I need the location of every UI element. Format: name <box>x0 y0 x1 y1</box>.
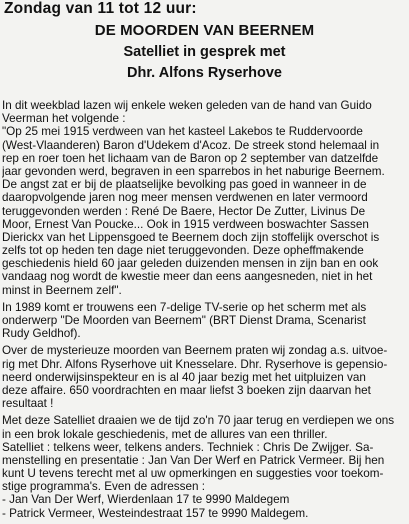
text-line: (West-Vlaanderen) Baron d'Udekem d'Acoz. De streek stond helemaal in <box>2 138 380 152</box>
paragraph-interview <box>2 344 406 410</box>
text-line: "Op 25 mei 1915 verdween van het kasteel Lakebos te Ruddervoorde <box>2 125 363 139</box>
article-body <box>2 99 406 520</box>
text-line: Satelliet : telkens weer, telkens anders. Techniek : Chris De Zwijger. Sa- <box>2 440 374 454</box>
text-line: neerd onderwijsinspekteur en is al 40 jaar bezig met het uitpluizen van <box>2 370 366 384</box>
text-line: Rudy Geldhof). <box>2 327 81 341</box>
text-line: Moor, Ernest Van Poucke... Ook in 1915 verdween boswachter Sassen <box>2 217 369 231</box>
text-line: in een brok lokale geschiedenis, met de allures van een thriller. <box>2 427 328 441</box>
text-line: teruggevonden werden : René De Baere, Hector De Zutter, Livinus De <box>2 204 366 218</box>
text-line: rig met Dhr. Alfons Ryserhove uit Knesselare. Dhr. Ryserhove is gepensio- <box>2 357 388 371</box>
address-line: - Patrick Vermeer, Westeindestraat 157 te 9990 Maldegem. <box>2 506 309 520</box>
text-line: jaar gevonden werd, begraven in een sparrebos in het naburige Beernem. <box>2 164 385 178</box>
text-line: In dit weekblad lazen wij enkele weken geleden van de hand van Guido <box>2 99 372 112</box>
text-line: Over de mysterieuze moorden van Beernem praten wij zondag a.s. uitvoe- <box>2 344 388 358</box>
text-line: Met deze Satelliet draaien we de tijd zo'n 70 jaar terug en verdiepen we ons <box>2 414 395 428</box>
guest-name: Dhr. Alfons Ryserhove <box>127 65 282 81</box>
text-line: minst in Beernem zelf". <box>2 283 122 297</box>
broadcast-time-heading: Zondag van 11 tot 12 uur: <box>4 0 197 17</box>
text-line: vandaag nog wordt de kwestie meer dan eens aangesneden, niet in het <box>2 270 373 284</box>
text-line: rep en roer toen het lichaam van de Baron op 2 september van datzelfde <box>2 151 379 165</box>
text-line: zelfs tot op heden ten dage niet teruggevonden. Deze opheffmakende <box>2 244 364 258</box>
text-line: Dierickx van het Lippensgoed te Beernem doch zijn stoffelijk overschot is <box>2 230 380 244</box>
article-subtitle: Satelliet in gesprek met <box>123 44 286 60</box>
text-line: deze affaire. 650 voordrachten en maar liefst 3 boeken zijn daarvan het <box>2 383 371 397</box>
paragraph-tv-series <box>2 301 406 341</box>
text-line: Veerman het volgende : <box>2 112 126 126</box>
text-line: kunt U tevens terecht met al uw opmerkingen en suggesties voor toekom- <box>2 467 384 481</box>
paragraph-intro <box>2 99 406 297</box>
paragraph-credits <box>2 414 406 520</box>
text-line: daaropvolgende jaren nog meer mensen verdwenen en later vermoord <box>2 191 368 205</box>
text-line: menstelling en presentatie : Jan Van Der Werf en Patrick Vermeer. Bij hen <box>2 453 385 467</box>
text-line: De angst zat er bij de plaatselijke bevolking pas goed in wanneer in de <box>2 178 367 192</box>
address-line: - Jan Van Der Werf, Wierdenlaan 17 te 9990 Maldegem <box>2 493 290 507</box>
article-title: DE MOORDEN VAN BEERNEM <box>94 22 315 39</box>
text-line: In 1989 komt er trouwens een 7-delige TV-serie op het scherm met als <box>2 300 367 314</box>
text-line: onderwerp "De Moorden van Beernem" (BRT Dienst Drama, Scenarist <box>2 314 366 327</box>
text-line: stige programma's. Even de adressen : <box>2 480 205 494</box>
text-line: geschiedenis hield 60 jaar geleden duizenden mensen in zijn ban en ook <box>2 257 379 271</box>
text-line: resultaat ! <box>2 397 54 411</box>
